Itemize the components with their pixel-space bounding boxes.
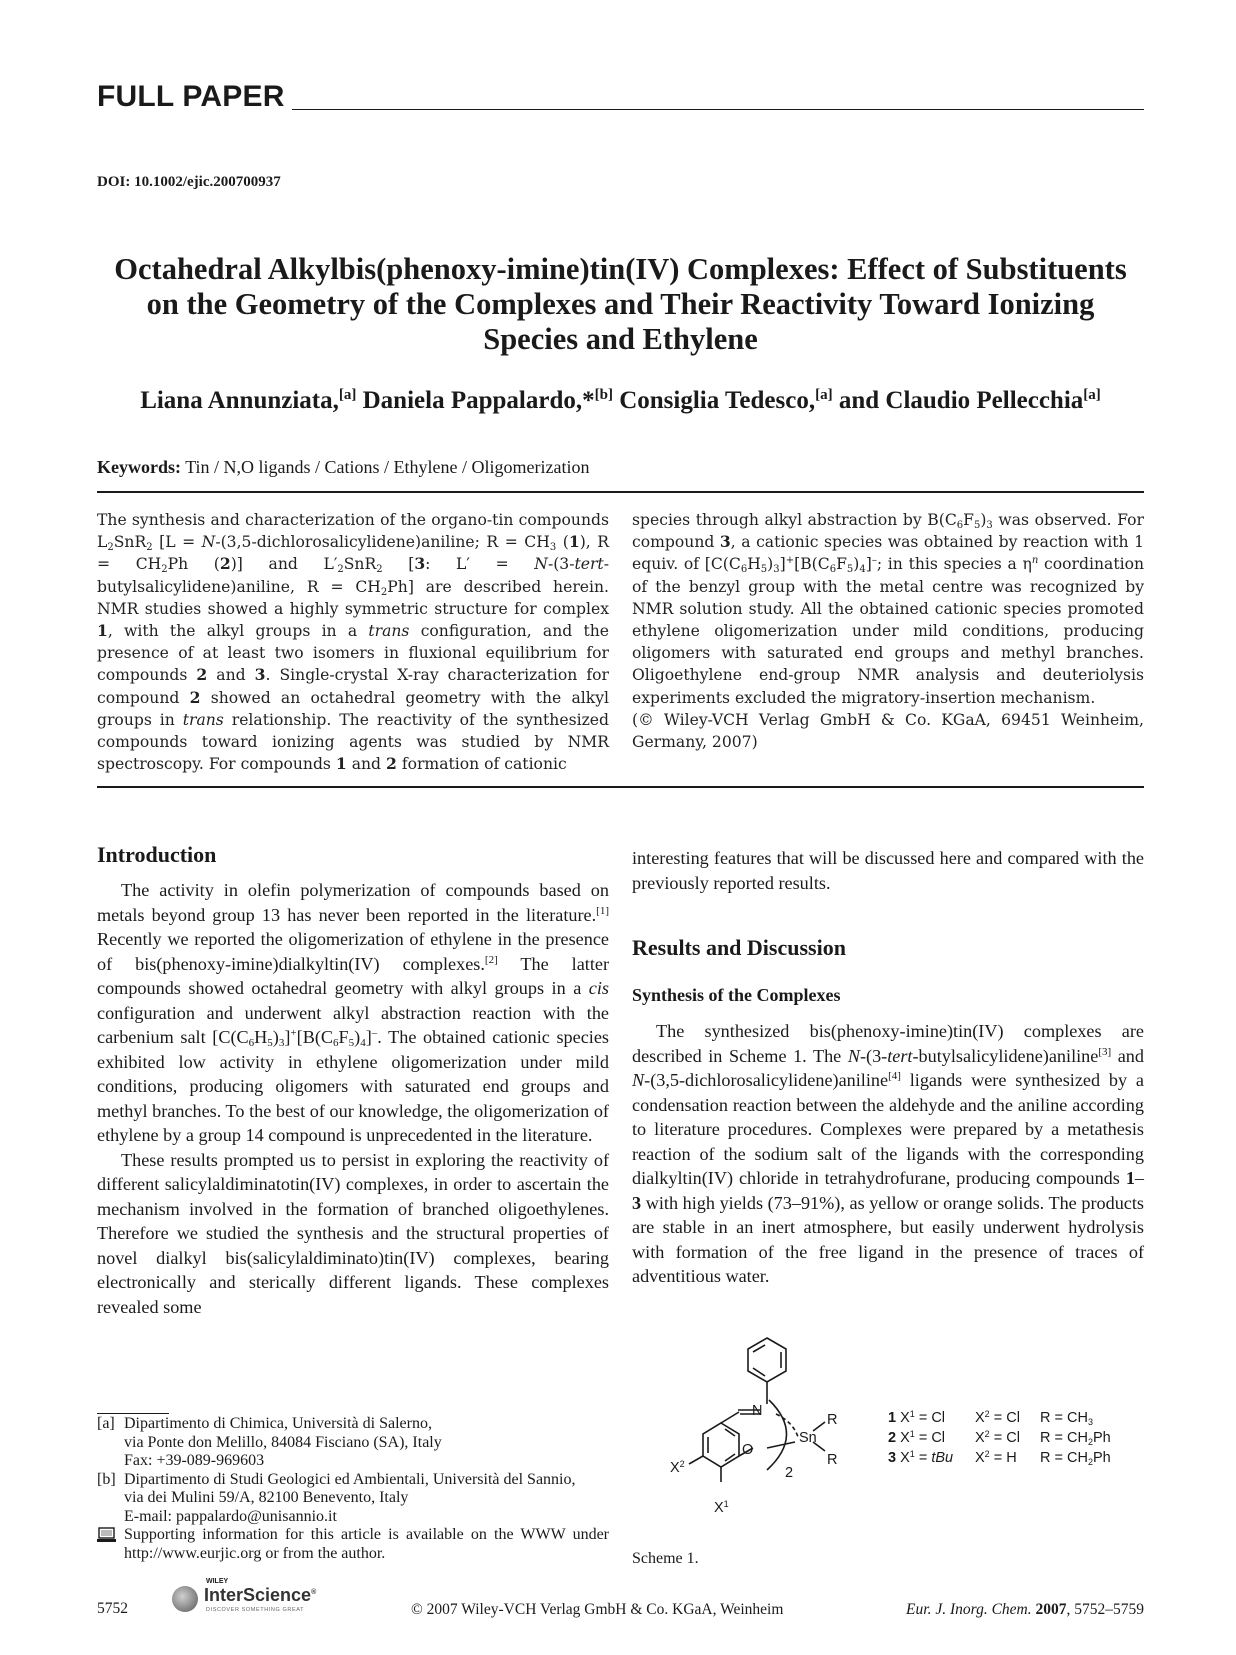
footer-copyright: © 2007 Wiley-VCH Verlag GmbH & Co. KGaA, Weinheim xyxy=(411,1601,784,1618)
subscript: 3 xyxy=(1087,1417,1093,1427)
body-italic: tert xyxy=(887,1045,913,1066)
doi: DOI: 10.1002/ejic.200700937 xyxy=(97,174,281,190)
abstract-text: SnR xyxy=(343,555,377,574)
abstract-copyright: (© Wiley-VCH Verlag GmbH & Co. KGaA, 69451 Weinheim, Germany, 2007) xyxy=(632,710,1144,752)
abstract-italic: N xyxy=(534,555,548,574)
interscience-logo xyxy=(166,1578,336,1618)
atom-Sn: Sn xyxy=(799,1430,817,1446)
bracket-subscript: 2 xyxy=(785,1465,794,1481)
compound-number: 2 xyxy=(888,1430,897,1446)
compound-number: 3 xyxy=(254,665,266,685)
subscript: 3 xyxy=(773,564,780,576)
abstract-text: ) xyxy=(980,511,987,529)
author: Liana Annunziata, xyxy=(140,387,339,414)
abstract-text: configuration, and the presence of at least two isomers in fluxional equilibrium for compounds xyxy=(97,622,610,685)
compound-number: 1 xyxy=(888,1410,897,1426)
subscript: 5 xyxy=(760,564,768,576)
subscript: 4 xyxy=(859,564,866,576)
affiliation xyxy=(97,1471,609,1527)
results-body xyxy=(632,1019,1144,1289)
citation: [1] xyxy=(596,904,609,917)
subscript: 6 xyxy=(248,1037,255,1049)
abstract-italic: trans xyxy=(368,622,410,641)
subscript: 2 xyxy=(380,586,388,598)
abstract-text: H xyxy=(747,555,761,574)
superscript: – xyxy=(871,555,877,567)
affiliation-mark: [a] xyxy=(815,387,833,403)
intro-continuation: interesting features that will be discussed here and compared with the previously reported results. xyxy=(632,848,1144,893)
abstract-italic: trans xyxy=(182,710,224,729)
superscript: 1 xyxy=(909,1429,915,1439)
abstract-text: F xyxy=(836,555,847,574)
compound-number: 1 xyxy=(568,532,580,552)
abstract-text: Ph] are described herein. NMR studies showed a highly symmetric structure for complex xyxy=(97,577,609,618)
author: Daniela Pappalardo,* xyxy=(362,387,595,414)
x2-value: Cl xyxy=(1006,1430,1020,1446)
abstract-text: SnR xyxy=(113,533,147,552)
title-line: on the Geometry of the Complexes and Their Reactivity Toward Ionizing xyxy=(146,287,1095,321)
label: X xyxy=(900,1430,910,1446)
label: R = xyxy=(1040,1410,1067,1426)
subscript: 2 xyxy=(107,542,114,554)
subscript: 5 xyxy=(267,1037,273,1049)
superscript: – xyxy=(371,1027,378,1039)
scheme-structure xyxy=(655,1330,875,1530)
abstract-text: )] and L′ xyxy=(230,555,338,574)
affiliation-line: Dipartimento di Studi Geologici ed Ambientali, Università del Sannio, xyxy=(124,1470,576,1488)
compound-number: 1 xyxy=(1125,1168,1135,1188)
abstract-text: F xyxy=(963,511,974,529)
header-rule xyxy=(292,109,1144,110)
label: X xyxy=(975,1410,985,1426)
compound-number: 3 xyxy=(888,1450,897,1466)
paragraph: These results prompted us to persist in exploring the reactivity of different salicylaldiminatotin(IV) complexes, in order to ascertain the mechanism involved in the formation of branched oligoethylenes. Therefore we studied the synthesis and the structural properties of novel dialkyl bis(salicylaldiminato)tin(IV) complexes, bearing electronically and sterically different ligands. These complexes revealed some xyxy=(97,1149,609,1317)
supporting-info xyxy=(97,1526,609,1563)
citation: [3] xyxy=(1098,1045,1112,1058)
subscript: 2 xyxy=(1087,1437,1093,1447)
journal-pages: , 5752–5759 xyxy=(1066,1601,1144,1618)
logo-wordmark: InterScience xyxy=(204,1585,312,1605)
superscript: + xyxy=(785,555,795,567)
computer-icon xyxy=(97,1526,124,1563)
compound-row: 3 $X^1$ = tBu $X^2 = H$ $R = CH_2Ph$ xyxy=(888,1449,1111,1467)
abstract-bottom-rule xyxy=(97,786,1144,788)
superscript: n xyxy=(1031,555,1039,567)
superscript: + xyxy=(290,1027,297,1039)
journal-citation xyxy=(906,1601,1144,1619)
label: R = xyxy=(1040,1430,1067,1446)
body-text: and xyxy=(1111,1045,1144,1066)
body-text: . The obtained cationic species exhibited low activity in ethylene oligomerization under mild conditions, producing oligomers with saturated end groups and methyl branches. To the best of our knowledge, the oligomerization of ethylene by a group 14 compound is unprecedented in the literature. xyxy=(97,1027,609,1145)
label: R = xyxy=(1040,1450,1067,1466)
atom-R: R xyxy=(827,1452,838,1468)
body-text: Recently we reported the oligomerization of ethylene in the presence of bis(phenoxy-imine)dialkyltin(IV) complexes. xyxy=(97,929,609,974)
abstract-text: ; in this species a η xyxy=(876,555,1032,574)
subscript: 2 xyxy=(337,564,344,576)
subscript: 6 xyxy=(956,520,964,531)
compound-number: 1 xyxy=(97,621,108,641)
abstract-text: ), R = CH xyxy=(97,533,609,574)
keywords-label: Keywords: xyxy=(97,457,181,477)
compound-row: 2 $X^1 = Cl$ $X^2 = Cl$ $R = CH_2Ph$ xyxy=(888,1429,1111,1447)
keywords xyxy=(97,457,590,478)
abstract-text: [B(C xyxy=(794,555,830,574)
body-italic: cis xyxy=(588,978,609,998)
compound-number: 1 xyxy=(335,754,347,774)
subscript: 3 xyxy=(986,520,993,531)
atom-X1 xyxy=(714,1500,729,1516)
body-text: ] xyxy=(284,1027,291,1047)
author-list xyxy=(97,387,1144,415)
subscript: 2 xyxy=(1087,1457,1093,1467)
compound-row: 1 $X^1 = Cl$ $X^2 = Cl$ $R = CH_3$ xyxy=(888,1409,1093,1427)
abstract-text: and xyxy=(346,755,386,774)
abstract-text: -(3,5-dichlorosalicylidene)aniline; R = CH xyxy=(215,533,550,552)
compound-number: 3 xyxy=(632,1192,642,1213)
affiliation xyxy=(97,1415,609,1471)
logo-small-text: WILEY xyxy=(206,1578,229,1585)
abstract-top-rule xyxy=(97,491,1144,493)
citation: [2] xyxy=(484,953,498,966)
abstract-text: ) xyxy=(853,555,860,574)
affiliation-mark: [a] xyxy=(338,387,357,403)
abstract-text: ] xyxy=(865,555,872,574)
body-text: The synthesized bis(phenoxy-imine)tin(IV) complexes are described in Scheme 1. The xyxy=(632,1021,1144,1066)
compound-number: 3 xyxy=(719,532,731,552)
compound-number: 2 xyxy=(189,687,201,707)
body-text: configuration and underwent alkyl abstraction reaction with the carbenium salt [C(C xyxy=(97,1002,609,1047)
results-heading: Results and Discussion xyxy=(632,935,846,960)
affiliation-line: Fax: +39-089-969603 xyxy=(124,1452,265,1469)
body-italic: N xyxy=(847,1045,860,1066)
x2-value: Cl xyxy=(1006,1410,1020,1426)
label: X xyxy=(975,1450,985,1466)
abstract-right xyxy=(632,509,1144,753)
atom-O: O xyxy=(742,1442,754,1458)
abstract-left xyxy=(97,509,609,775)
paragraph xyxy=(632,1019,1144,1289)
abstract-italic: tert xyxy=(574,555,604,574)
x1-value: Cl xyxy=(931,1410,946,1426)
affiliation-line: via dei Mulini 59/A, 82100 Benevento, Italy xyxy=(124,1489,409,1506)
affiliation-label: [b] xyxy=(97,1470,116,1488)
r-value: Ph xyxy=(1092,1430,1111,1446)
subscript: 5 xyxy=(348,1037,355,1049)
subscript: 2 xyxy=(161,564,168,576)
compound-table xyxy=(888,1408,1111,1468)
paragraph xyxy=(97,878,609,1148)
title-line: Species and Ethylene xyxy=(483,322,758,356)
globe-icon xyxy=(172,1586,198,1612)
superscript: 2 xyxy=(984,1449,990,1459)
body-text: H xyxy=(254,1027,268,1047)
subscript: 3 xyxy=(278,1037,285,1049)
abstract-italic: N xyxy=(201,533,216,552)
superscript: 2 xyxy=(984,1409,990,1419)
abstract-text: ) xyxy=(767,555,774,574)
superscript: 1 xyxy=(909,1409,915,1419)
r-value: Ph xyxy=(1092,1450,1111,1466)
abstract-text: ( xyxy=(556,533,569,552)
body-italic: N xyxy=(632,1070,645,1090)
introduction-body xyxy=(97,878,609,1319)
abstract-text: showed an octahedral geometry with the alkyl groups in xyxy=(97,688,609,729)
body-text: -(3,5-dichlorosalicylidene)aniline xyxy=(644,1070,889,1090)
r-value: CH xyxy=(1067,1450,1088,1466)
author: and Claudio Pellecchia xyxy=(838,387,1084,414)
atom-N: N xyxy=(752,1403,763,1419)
body-text: F xyxy=(338,1027,349,1047)
subscript: 6 xyxy=(333,1037,339,1049)
superscript: 2 xyxy=(679,1459,685,1469)
compound-number: 2 xyxy=(219,554,231,574)
affiliation-mark: [b] xyxy=(594,387,613,403)
abstract-text: Ph ( xyxy=(167,555,220,574)
compound-number: 3 xyxy=(414,554,426,574)
subscript: 2 xyxy=(146,542,153,554)
introduction-heading: Introduction xyxy=(97,842,217,867)
abstract-text: -(3- xyxy=(547,555,575,574)
compound-number: 2 xyxy=(196,665,208,685)
title-line: Octahedral Alkylbis(phenoxy-imine)tin(IV) Complexes: Effect of Substituents xyxy=(114,252,1127,286)
journal-name: Eur. J. Inorg. Chem. xyxy=(906,1601,1032,1618)
affiliation-line: via Ponte don Melillo, 84084 Fisciano (SA), Italy xyxy=(124,1433,442,1451)
compound-number: 2 xyxy=(386,754,397,774)
abstract-text: and xyxy=(207,666,255,685)
scheme-caption: Scheme 1. xyxy=(632,1550,699,1567)
r-value: CH xyxy=(1067,1430,1088,1446)
abstract-text: : L′ = xyxy=(425,555,535,574)
body-text: -butylsalicylidene)aniline xyxy=(912,1045,1099,1066)
subscript: 6 xyxy=(740,564,748,576)
citation: [4] xyxy=(888,1070,901,1082)
atom-R: R xyxy=(827,1412,838,1428)
footnote-rule xyxy=(97,1413,169,1414)
atom-label: X xyxy=(670,1460,680,1476)
abstract-text: [ xyxy=(382,555,415,574)
affiliation-mark: [a] xyxy=(1083,387,1101,403)
affiliation-line: Dipartimento di Chimica, Università di Salerno, xyxy=(124,1415,432,1432)
subscript: 2 xyxy=(376,564,383,576)
journal-year: 2007 xyxy=(1035,1601,1067,1618)
atom-X2 xyxy=(670,1460,685,1476)
affiliation-label: [a] xyxy=(97,1415,115,1432)
subscript: 3 xyxy=(549,542,557,554)
abstract-text: was observed. For compound xyxy=(632,511,1144,552)
atom-label: X xyxy=(714,1500,724,1516)
x1-value: Cl xyxy=(931,1430,946,1446)
label: X xyxy=(900,1450,910,1466)
superscript: 2 xyxy=(984,1429,990,1439)
abstract-text: relationship. The reactivity of the synthesized compounds toward ionizing agents was studied by NMR spectroscopy. For compounds xyxy=(97,710,609,774)
label: X xyxy=(975,1430,985,1446)
label: X xyxy=(900,1410,910,1426)
body-text: [B(C xyxy=(296,1027,334,1047)
synthesis-subheading: Synthesis of the Complexes xyxy=(632,985,841,1005)
body-text: -(3- xyxy=(859,1045,888,1066)
abstract-text: -butylsalicylidene)aniline, R = CH xyxy=(97,555,609,596)
subscript: 5 xyxy=(973,520,981,531)
body-text: with high yields (73–91%), as yellow or orange solids. The products are stable in an inert atmosphere, but easily underwent hydrolysis with formation of the free ligand in the presence of traces of adventitious water. xyxy=(632,1192,1144,1286)
subscript: 5 xyxy=(846,564,854,576)
superscript: 1 xyxy=(723,1499,729,1509)
body-text: ) xyxy=(354,1027,361,1047)
affiliation-line: E-mail: pappalardo@unisannio.it xyxy=(124,1507,337,1525)
page-number: 5752 xyxy=(97,1600,128,1617)
abstract-text: , with the alkyl groups in a xyxy=(107,622,369,641)
body-text: The latter compounds showed octahedral geometry with alkyl groups in a xyxy=(97,953,609,998)
abstract-text: . Single-crystal X-ray characterization for compound xyxy=(97,666,609,707)
body-text: – xyxy=(1134,1168,1144,1188)
keywords-list: Tin / N,O ligands / Cations / Ethylene / Oligomerization xyxy=(185,457,590,477)
supporting-info-text: Supporting information for this article is available on the WWW under http://www.eurjic.org or from the author. xyxy=(124,1526,609,1562)
subscript: 6 xyxy=(829,564,837,576)
abstract-text: species through alkyl abstraction by B(C xyxy=(632,511,957,529)
abstract-text: , a cationic species was obtained by reaction with 1 equiv. of [C(C xyxy=(632,533,1144,574)
affiliations xyxy=(97,1415,609,1563)
abstract-text: The synthesis and characterization of the organo-tin compounds L xyxy=(97,511,609,552)
x2-value: H xyxy=(1006,1450,1017,1466)
abstract-text: formation of cationic xyxy=(396,755,567,774)
registered-mark: ® xyxy=(311,1589,317,1596)
body-text: ligands were synthesized by a condensation reaction between the aldehyde and the aniline according to literature procedures. Complexes were prepared by a metathesis reaction of the sodium salt of the ligands with the corresponding dialkyltin(IV) chloride in tetrahydrofurane, producing compounds xyxy=(632,1070,1144,1188)
x1-value: tBu xyxy=(931,1450,954,1466)
abstract-text: [L = xyxy=(152,533,202,552)
abstract-text: coordination of the benzyl group with the metal centre was recognized by NMR solution study. All the obtained cationic species promoted ethylene oligomerization under mild conditions, producing oligomers with saturated end groups and methyl branches. Oligoethylene end-group NMR analysis and deuteriolysis experiments excluded the migratory-insertion mechanism. xyxy=(632,555,1144,707)
body-text: ) xyxy=(272,1027,279,1047)
author: Consiglia Tedesco, xyxy=(619,387,816,414)
subscript: 4 xyxy=(360,1037,366,1049)
r-value: CH xyxy=(1067,1410,1088,1426)
section-label: FULL PAPER xyxy=(97,80,285,113)
body-text: The activity in olefin polymerization of compounds based on metals beyond group 13 has never been reported in the literature. xyxy=(97,880,609,925)
abstract-text: ] xyxy=(779,555,786,574)
article-title xyxy=(97,252,1144,357)
logo-tagline: DISCOVER SOMETHING GREAT xyxy=(206,1607,305,1613)
body-text: ] xyxy=(365,1027,372,1047)
superscript: 1 xyxy=(909,1449,915,1459)
